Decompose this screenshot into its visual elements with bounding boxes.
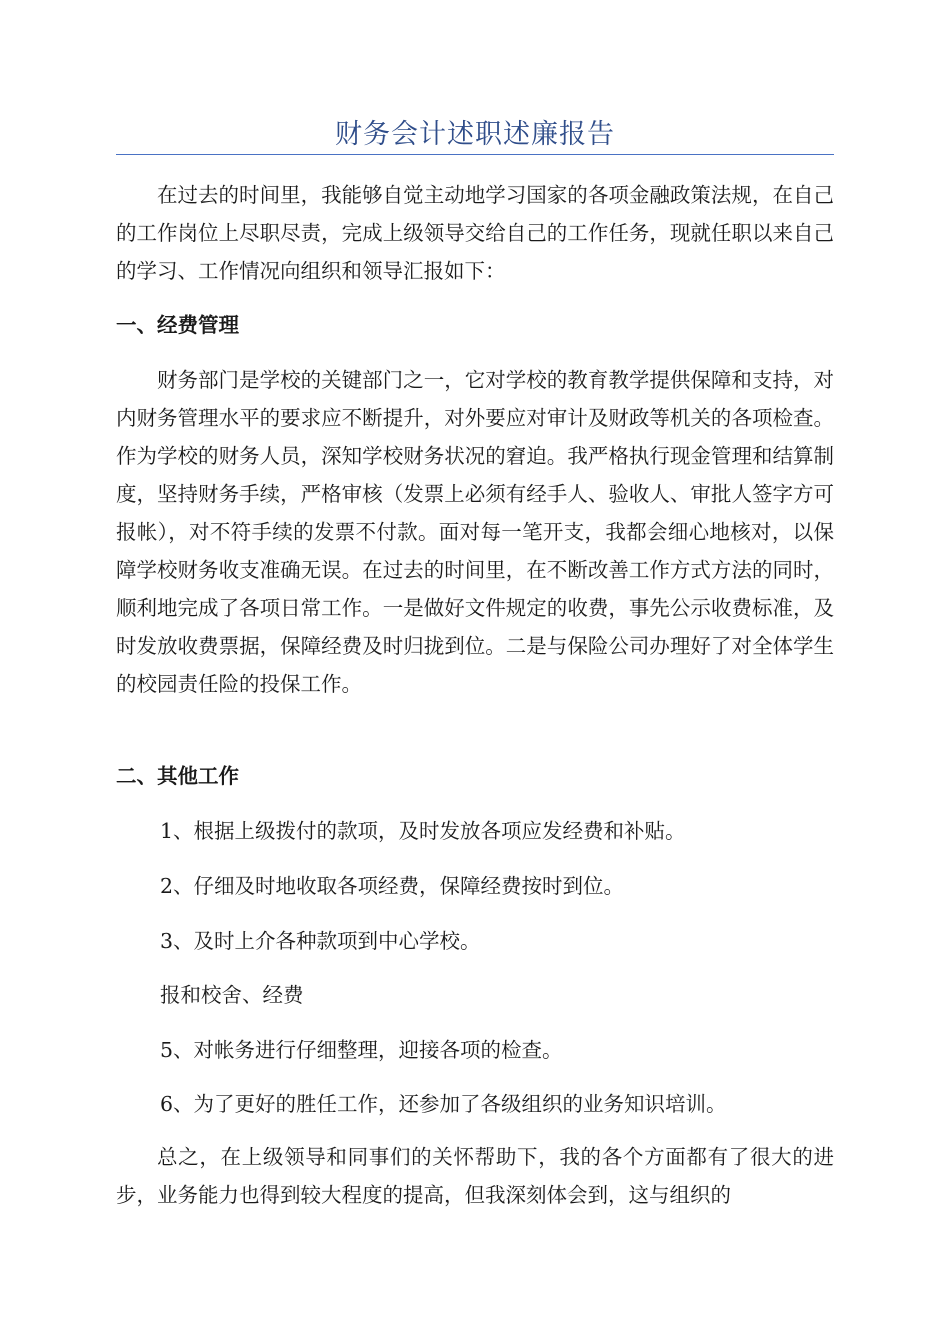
- list-item: 2、仔细及时地收取各项经费，保障经费按时到位。: [160, 874, 625, 898]
- conclusion-paragraph: 总之，在上级领导和同事们的关怀帮助下，我的各个方面都有了很大的进步，业务能力也得到较大程度的提高，但我深刻体会到，这与组织的: [116, 1145, 834, 1207]
- funding-paragraph: 财务部门是学校的关键部门之一，它对学校的教育教学提供保障和支持，对内财务管理水平的要求应不断提升，对外要应对审计及财政等机关的各项检查。作为学校的财务人员，深知学校财务状况的窘迫。我严格执行现金管理和结算制度，坚持财务手续，严格审核（发票上必须有经手人、验收人、审批人签字方可报帐），对不符手续的发票不付款。面对每一笔开支，我都会细心地核对，以保障学校财务收支准确无误。在过去的时间里，在不断改善工作方式方法的同时，顺利地完成了各项日常工作。一是做好文件规定的收费，事先公示收费标准，及时发放收费票据，保障经费及时归拢到位。二是与保险公司办理好了对全体学生的校园责任险的投保工作。: [116, 368, 834, 696]
- section-heading-other: 二、其他工作: [116, 764, 239, 788]
- section-heading-funding: 一、经费管理: [116, 313, 239, 337]
- list-item: 5、对帐务进行仔细整理，迎接各项的检查。: [160, 1038, 563, 1062]
- list-item: 6、为了更好的胜任工作，还参加了各级组织的业务知识培训。: [160, 1092, 727, 1116]
- title-underline: [116, 154, 834, 155]
- list-item: 3、及时上介各种款项到中心学校。: [160, 929, 481, 953]
- intro-paragraph: 在过去的时间里，我能够自觉主动地学习国家的各项金融政策法规，在自己的工作岗位上尽职尽责，完成上级领导交给自己的工作任务，现就任职以来自己的学习、工作情况向组织和领导汇报如下：: [116, 183, 834, 283]
- page-title: 财务会计述职述廉报告: [335, 119, 615, 150]
- list-item: 1、根据上级拨付的款项，及时发放各项应发经费和补贴。: [160, 819, 686, 843]
- list-item: 报和校舍、经费: [160, 983, 304, 1007]
